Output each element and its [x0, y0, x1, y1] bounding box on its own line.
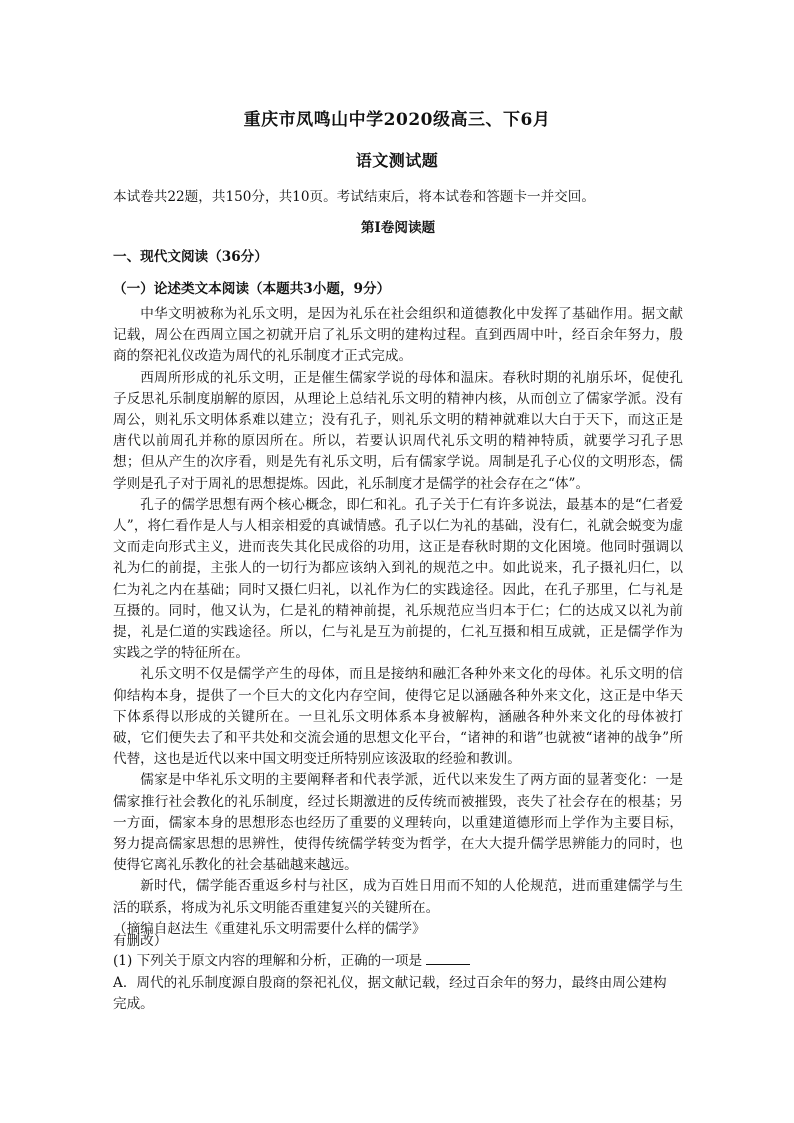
volume-title: 第Ⅰ卷阅读题 — [360, 220, 436, 236]
option-a-line1: A．周代的礼乐制度源自殷商的祭祀礼仪，据文献记载，经过百余年的努力，最终由周公建构 — [113, 975, 667, 991]
question-stem-text: (1) 下列关于原文内容的理解和分析，正确的一项是 — [113, 953, 423, 969]
reading-passage — [113, 304, 683, 940]
passage-paragraph: 礼乐文明不仅是儒学产生的母体，而且是接纳和融汇各种外来文化的母体。礼乐文明的信仰结构本身，提供了一个巨大的文化内存空间，使得它足以涵融各种外来文化，这正是中华天下体系得以形成的关键所在。一旦礼乐文明体系本身被解构，涵融各种外来文化的母体被打破，它们便失去了和平共处和交流会通的思想文化平台，“诸神的和谐”也就被“诸神的战争”所代替，这也是近代以来中国文明变迁所特别应该汲取的经验和教训。 — [113, 666, 683, 768]
option-a-line2: 完成。 — [113, 996, 154, 1012]
citation: （摘编自赵法生《重建礼乐文明需要什么样的儒学》 — [113, 920, 426, 937]
citation-tail: 有删改） — [113, 933, 168, 949]
section-heading: 一、现代文阅读（36分） — [113, 249, 268, 265]
intro-text: 本试卷共22题，共150分，共10页。考试结束后，将本试卷和答题卡一并交回。 — [113, 189, 595, 205]
passage-paragraph: 西周所形成的礼乐文明，正是催生儒家学说的母体和温床。春秋时期的礼崩乐坏，促使孔子反思礼乐制度崩解的原因，从理论上总结礼乐文明的精神内核，从而创立了儒家学派。没有周公，则礼乐文明体系难以建立；没有孔子，则礼乐文明的精神就难以大白于天下，而这正是唐代以前周孔并称的原因所在。所以，若要认识周代礼乐文明的精神特质，就要学习孔子思想；但从产生的次序看，则是先有礼乐文明，后有儒家学说。周制是孔子心仪的文明形态，儒学则是孔子对于周礼的思想提炼。因此，礼乐制度才是儒学的社会存在之“体”。 — [113, 369, 683, 492]
answer-blank[interactable] — [426, 952, 470, 965]
passage-paragraph: 孔子的儒学思想有两个核心概念，即仁和礼。孔子关于仁有许多说法，最基本的是“仁者爱人”，将仁看作是人与人相亲相爱的真诚情感。孔子以仁为礼的基础，没有仁，礼就会蜕变为虚文而走向形式主义，进而丧失其化民成俗的功用，这正是春秋时期的文化困境。他同时强调以礼为仁的前提，主张人的一切行为都应该纳入到礼的规范之中。如此说来，孔子摄礼归仁，以仁为礼之内在基础；同时又摄仁归礼，以礼作为仁的实践途径。因此，在孔子那里，仁与礼是互摄的。同时，他又认为，仁是礼的精神前提，礼乐规范应当归本于仁；仁的达成又以礼为前提，礼是仁道的实践途径。所以，仁与礼是互为前提的，仁礼互摄和相互成就，正是儒学作为实践之学的特征所在。 — [113, 496, 683, 662]
passage-paragraph: 中华文明被称为礼乐文明，是因为礼乐在社会组织和道德教化中发挥了基础作用。据文献记载，周公在西周立国之初就开启了礼乐文明的建构过程。直到西周中叶，经百余年努力，殷商的祭祀礼仪改造为周代的礼乐制度才正式完成。 — [113, 306, 683, 365]
question-stem — [113, 952, 683, 971]
school-title: 重庆市凤鸣山中学2020级高三、下6月 — [243, 110, 551, 130]
exam-title: 语文测试题 — [355, 151, 439, 170]
passage-paragraph: 儒家是中华礼乐文明的主要阐释者和代表学派，近代以来发生了两方面的显著变化：一是儒家推行社会教化的礼乐制度，经过长期激进的反传统而被摧毁，丧失了社会存在的根基；另一方面，儒家本身的思想形态也经历了重要的义理转向，以重建道德形而上学作为主要目标，努力提高儒家思想的思辨性，使得传统儒学转变为哲学，在大大提升儒学思辨能力的同时，也使得它离礼乐教化的社会基础越来越远。 — [113, 772, 683, 874]
subsection-heading: （一）论述类文本阅读（本题共3小题，9分） — [113, 281, 391, 297]
passage-paragraph: 新时代，儒学能否重返乡村与社区，成为百姓日用而不知的人伦规范，进而重建儒学与生活的联系，将成为礼乐文明能否重建复兴的关键所在。 — [113, 878, 683, 916]
